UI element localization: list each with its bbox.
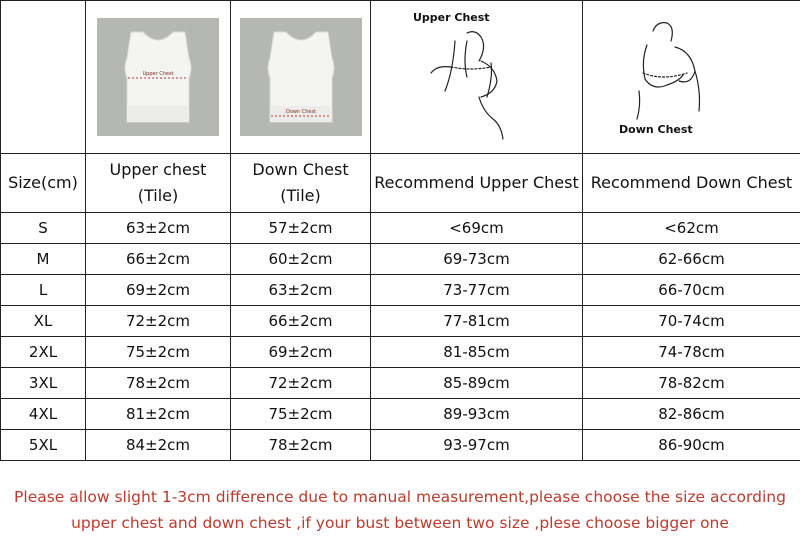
down-chest-sketch-icon — [583, 1, 800, 153]
rec-down-cell: 86-90cm — [583, 430, 800, 461]
table-row — [1, 244, 800, 275]
rec-down-cell: 82-86cm — [583, 399, 800, 430]
sketch1-label: Upper Chest — [413, 11, 490, 24]
header-row — [1, 154, 800, 213]
size-cell: 4XL — [1, 399, 86, 430]
size-cell: L — [1, 275, 86, 306]
photo1-caption: Upper Chest — [142, 71, 174, 77]
rec-upper-cell: 73-77cm — [371, 275, 583, 306]
header-down-chest: Down Chest (Tile) — [231, 154, 371, 213]
rec-upper-cell: 81-85cm — [371, 337, 583, 368]
upper-cell: 63±2cm — [86, 213, 231, 244]
sketch-cell-upper — [371, 1, 583, 154]
rec-down-cell: 66-70cm — [583, 275, 800, 306]
photo2-caption: Down Chest — [285, 109, 316, 115]
down-cell: 60±2cm — [231, 244, 371, 275]
upper-cell: 69±2cm — [86, 275, 231, 306]
size-cell: S — [1, 213, 86, 244]
upper-cell: 84±2cm — [86, 430, 231, 461]
rec-down-cell: 74-78cm — [583, 337, 800, 368]
tank-top-photo-down — [240, 18, 362, 136]
size-cell: M — [1, 244, 86, 275]
down-cell: 75±2cm — [231, 399, 371, 430]
down-cell: 66±2cm — [231, 306, 371, 337]
down-cell: 69±2cm — [231, 337, 371, 368]
table-row — [1, 399, 800, 430]
rec-upper-cell: 69-73cm — [371, 244, 583, 275]
rec-upper-cell: 85-89cm — [371, 368, 583, 399]
table-row — [1, 275, 800, 306]
rec-upper-cell: <69cm — [371, 213, 583, 244]
rec-down-cell: <62cm — [583, 213, 800, 244]
upper-cell: 78±2cm — [86, 368, 231, 399]
header-recommend-upper: Recommend Upper Chest — [371, 154, 583, 213]
note-line-1: Please allow slight 1-3cm difference due to manual measurement,please choose the size according — [14, 488, 786, 506]
size-cell: 3XL — [1, 368, 86, 399]
rec-upper-cell: 89-93cm — [371, 399, 583, 430]
table-row — [1, 306, 800, 337]
upper-chest-sketch-icon — [371, 1, 583, 153]
table-row — [1, 213, 800, 244]
upper-cell: 66±2cm — [86, 244, 231, 275]
down-cell: 78±2cm — [231, 430, 371, 461]
table-row — [1, 430, 800, 461]
rec-down-cell: 78-82cm — [583, 368, 800, 399]
photo-cell-down — [231, 1, 371, 154]
upper-cell: 72±2cm — [86, 306, 231, 337]
rec-down-cell: 62-66cm — [583, 244, 800, 275]
note-line-2: upper chest and down chest ,if your bust between two size ,plese choose bigger one — [71, 514, 729, 532]
image-row — [1, 1, 800, 154]
table-row — [1, 368, 800, 399]
down-cell: 72±2cm — [231, 368, 371, 399]
sketch2-label: Down Chest — [619, 123, 693, 136]
photo-cell-upper — [86, 1, 231, 154]
down-cell: 63±2cm — [231, 275, 371, 306]
sketch-cell-down — [583, 1, 800, 154]
header-upper-chest: Upper chest (Tile) — [86, 154, 231, 213]
size-cell: XL — [1, 306, 86, 337]
tank-top-photo-upper — [97, 18, 219, 136]
size-cell: 2XL — [1, 337, 86, 368]
rec-upper-cell: 93-97cm — [371, 430, 583, 461]
size-cell: 5XL — [1, 430, 86, 461]
upper-cell: 81±2cm — [86, 399, 231, 430]
measurement-note — [0, 480, 800, 540]
blank-cell — [1, 1, 86, 154]
down-cell: 57±2cm — [231, 213, 371, 244]
rec-down-cell: 70-74cm — [583, 306, 800, 337]
header-recommend-down: Recommend Down Chest — [583, 154, 800, 213]
rec-upper-cell: 77-81cm — [371, 306, 583, 337]
upper-cell: 75±2cm — [86, 337, 231, 368]
header-size: Size(cm) — [1, 154, 86, 213]
table-row — [1, 337, 800, 368]
